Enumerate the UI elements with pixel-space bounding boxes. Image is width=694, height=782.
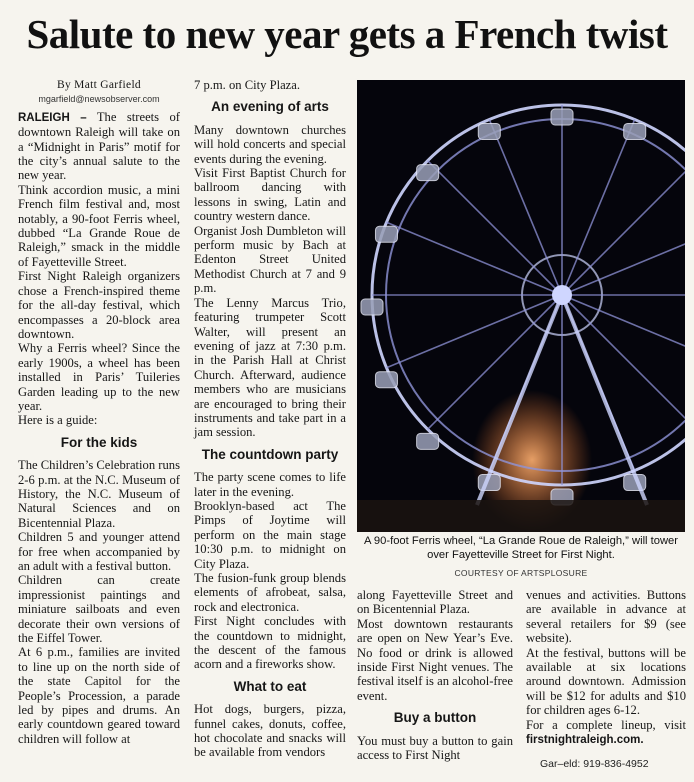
subhead-kids: For the kids bbox=[60, 434, 138, 450]
gondola bbox=[551, 109, 573, 125]
column-4 bbox=[526, 588, 686, 747]
paragraph: along Fayetteville Street and on Bicentennial Plaza. bbox=[357, 588, 513, 617]
paragraph: The party scene comes to life later in the evening. bbox=[194, 470, 346, 499]
paragraph-text: The streets of downtown Raleigh will take on a “Midnight in Paris” motif for the city’s annual salute to the new year. bbox=[18, 109, 180, 183]
paragraph: Hot dogs, burgers, pizza, funnel cakes, donuts, coffee, hot chocolate and snacks will be available from vendors bbox=[194, 702, 346, 760]
paragraph: The Lenny Marcus Trio, featuring trumpeter Scott Walter, will present an evening of jazz at 7:30 p.m. in the Parish Hall at Christ Church. Afterward, audience members who are musicians are encouraged to bring their instruments and take part in a jam session. bbox=[194, 295, 346, 440]
column-2 bbox=[194, 78, 346, 760]
subhead-countdown: The countdown party bbox=[201, 446, 339, 462]
photo-credit: COURTESY OF ARTSPLOSURE bbox=[454, 568, 588, 578]
paragraph: The Children’s Celebration runs 2-6 p.m. at the N.C. Museum of History, the N.C. Museum of Natural Sciences and on Bicentennial Plaza. bbox=[18, 458, 180, 530]
headline: Salute to new year gets a French twist bbox=[26, 11, 668, 57]
gondola bbox=[361, 299, 383, 315]
paragraph: Children can create impressionist paintings and miniature sailboats and even decorate their own versions of the Eiffel Tower. bbox=[18, 573, 180, 646]
photo-caption: A 90-foot Ferris wheel, “La Grande Roue de Raleigh,” will tower over Fayetteville Street for First Night. bbox=[363, 535, 679, 561]
paragraph bbox=[18, 110, 180, 183]
byline-email: mgarfield@newsobserver.com bbox=[38, 94, 160, 105]
paragraph: Brooklyn-based act The Pimps of Joytime will perform on the main stage 10:30 p.m. to midnight on City Plaza. bbox=[194, 498, 346, 571]
gondola bbox=[375, 372, 397, 388]
paragraph: Here is a guide: bbox=[18, 413, 98, 428]
paragraph: Most downtown restaurants are open on New Year’s Eve. No food or drink is allowed inside First Night venues. The festival itself is an alcohol-free event. bbox=[357, 616, 513, 703]
paragraph: Many downtown churches will hold concerts and special events during the evening. bbox=[194, 122, 346, 166]
gondola bbox=[624, 123, 646, 139]
paragraph: First Night Raleigh organizers chose a French-inspired theme for the all-day festival, which encompasses a 20-block area downtown. bbox=[18, 269, 180, 341]
subhead-eat: What to eat bbox=[233, 678, 307, 694]
gondola bbox=[417, 165, 439, 181]
paragraph: At 6 p.m., families are invited to line up on the north side of the state Capitol for the People’s Procession, a parade led by pipes and drums. An early countdown geared toward children will follow at bbox=[18, 645, 180, 746]
paragraph: Think accordion music, a mini French film festival and, most notably, a 90-foot Ferris wheel, dubbed “La Grande Roue de Raleigh,” smack in the middle of Fayetteville Street. bbox=[18, 182, 180, 269]
subhead-button: Buy a button bbox=[393, 710, 477, 726]
gondola bbox=[478, 123, 500, 139]
contact-phone: Gar–eld: 919-836-4952 bbox=[540, 758, 649, 770]
paragraph: Visit First Baptist Church for ballroom dancing with lessons in swing, Latin and country western dance. bbox=[194, 166, 346, 224]
gondola bbox=[417, 433, 439, 449]
paragraph: At the festival, buttons will be available at six locations around downtown. Admission will be $12 for adults and $10 for children ages 6-12. bbox=[526, 645, 686, 718]
column-3 bbox=[357, 588, 513, 762]
paragraph-text: For a complete lineup, visit bbox=[526, 717, 686, 732]
byline: By Matt Garfield bbox=[56, 79, 141, 91]
paragraph: You must buy a button to gain access to First Night bbox=[357, 733, 513, 763]
subhead-arts: An evening of arts bbox=[211, 99, 329, 115]
ferris-wheel-illustration bbox=[357, 80, 685, 532]
paragraph: 7 p.m. on City Plaza. bbox=[194, 78, 300, 92]
gondola bbox=[375, 226, 397, 242]
paragraph: Children 5 and younger attend for free when accompanied by an adult with a festival button. bbox=[18, 530, 180, 573]
website-link[interactable]: firstnightraleigh.com. bbox=[526, 734, 644, 747]
paragraph: Organist Josh Dumbleton will perform music by Bach at Edenton Street United Methodist Church at 7 and 9 p.m. bbox=[194, 223, 346, 296]
paragraph: First Night concludes with the countdown to midnight, the descent of the famous acorn and a fireworks show. bbox=[194, 614, 346, 672]
paragraph: The fusion-funk group blends elements of afrobeat, salsa, rock and electronica. bbox=[194, 571, 346, 614]
column-1 bbox=[18, 78, 180, 746]
ferris-wheel-photo bbox=[357, 80, 685, 532]
paragraph bbox=[526, 718, 686, 748]
dateline: RALEIGH – bbox=[18, 111, 87, 124]
paragraph: Why a Ferris wheel? Since the early 1900s, a wheel has been installed in Paris’ Tuileries Garden leading up to the new year. bbox=[18, 341, 180, 413]
paragraph: venues and activities. Buttons are available in advance at several retailers for $9 (see website). bbox=[526, 588, 686, 646]
